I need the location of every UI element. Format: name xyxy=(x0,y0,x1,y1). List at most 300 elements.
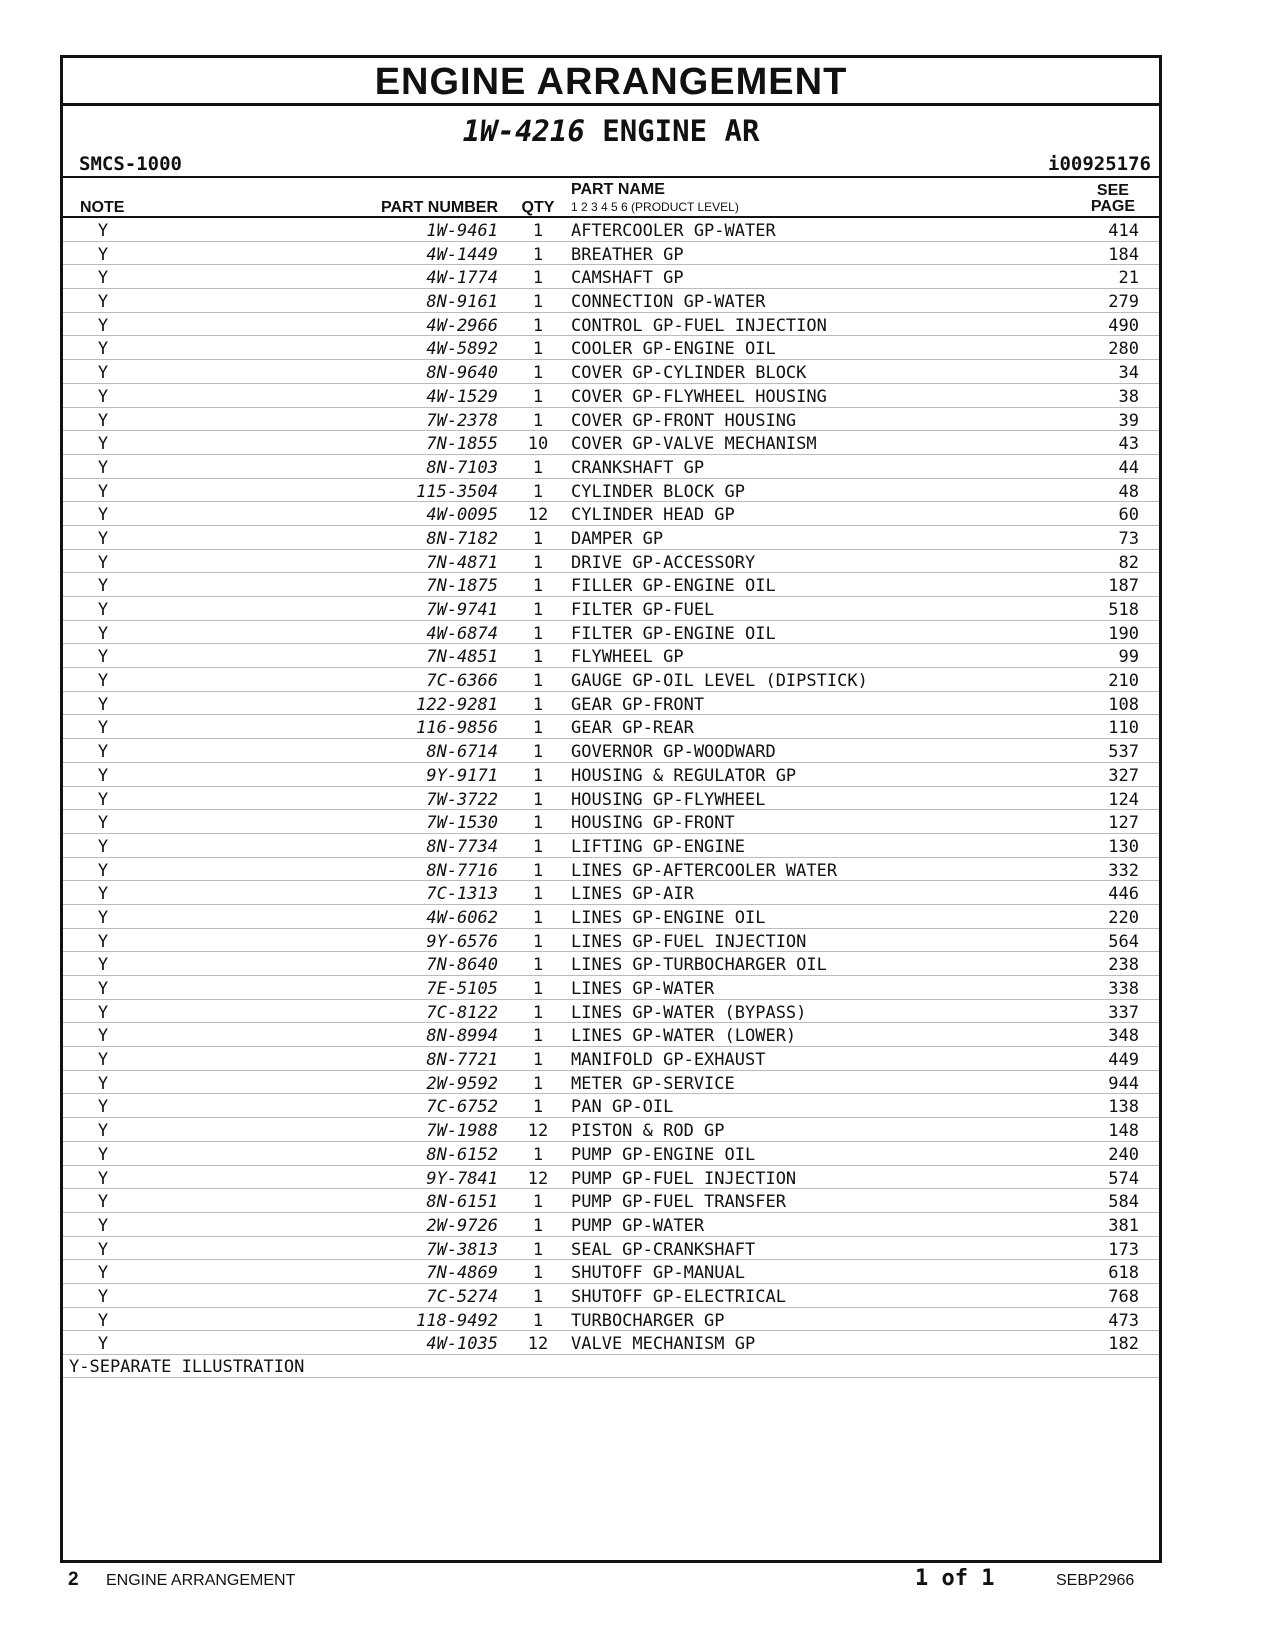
table-row xyxy=(63,739,1159,763)
row-part-name: VALVE MECHANISM GP xyxy=(571,1334,756,1355)
row-see-page[interactable]: 73 xyxy=(1118,528,1139,549)
row-qty: 1 xyxy=(532,931,544,952)
table-row xyxy=(63,952,1159,976)
header-product-levels: 1 2 3 4 5 6 (PRODUCT LEVEL) xyxy=(571,200,739,214)
table-row xyxy=(63,1094,1159,1118)
table-row xyxy=(63,1331,1159,1355)
row-qty: 1 xyxy=(532,363,544,384)
table-row xyxy=(63,384,1159,408)
row-see-page[interactable]: 82 xyxy=(1118,552,1139,573)
row-note: Y xyxy=(97,600,109,620)
row-see-page[interactable]: 138 xyxy=(1108,1097,1139,1118)
row-see-page[interactable]: 108 xyxy=(1108,694,1139,715)
row-qty: 1 xyxy=(532,528,544,549)
row-part-name: DAMPER GP xyxy=(571,528,664,549)
row-qty: 12 xyxy=(527,1121,549,1142)
row-part-name: COVER GP-CYLINDER BLOCK xyxy=(571,363,807,384)
table-row xyxy=(63,242,1159,266)
row-note: Y xyxy=(97,1026,109,1047)
row-see-page[interactable]: 130 xyxy=(1108,836,1139,857)
row-part-number: 7N-8640 xyxy=(426,955,498,976)
row-qty: 1 xyxy=(532,1002,544,1023)
row-part-name: HOUSING GP-FLYWHEEL xyxy=(571,789,766,810)
row-see-page[interactable]: 38 xyxy=(1118,386,1139,407)
row-part-number: 9Y-9171 xyxy=(426,765,498,786)
row-see-page[interactable]: 240 xyxy=(1108,1144,1139,1165)
row-note: Y xyxy=(97,623,109,644)
row-note: Y xyxy=(97,268,109,289)
row-part-name: PUMP GP-FUEL INJECTION xyxy=(571,1168,797,1189)
row-part-number: 7W-3722 xyxy=(426,789,498,810)
row-qty: 1 xyxy=(532,1050,544,1071)
row-see-page[interactable]: 220 xyxy=(1108,907,1139,928)
row-note: Y xyxy=(97,813,109,834)
row-part-number: 8N-7103 xyxy=(426,457,498,478)
row-qty: 1 xyxy=(532,244,544,265)
row-see-page[interactable]: 60 xyxy=(1118,505,1139,526)
meta-bar xyxy=(63,146,1159,178)
row-see-page[interactable]: 327 xyxy=(1108,765,1139,786)
row-qty: 1 xyxy=(532,457,544,478)
row-note: Y xyxy=(97,765,109,786)
page-title: ENGINE ARRANGEMENT xyxy=(63,58,1159,106)
row-see-page[interactable]: 182 xyxy=(1108,1334,1139,1355)
row-part-name: SHUTOFF GP-ELECTRICAL xyxy=(571,1286,786,1307)
table-row xyxy=(63,1023,1159,1047)
row-qty: 1 xyxy=(532,623,544,644)
row-qty: 1 xyxy=(532,1239,544,1260)
row-note: Y xyxy=(97,457,109,478)
table-row xyxy=(63,573,1159,597)
row-qty: 1 xyxy=(532,268,544,289)
row-part-number: 8N-9640 xyxy=(426,363,498,384)
row-qty: 12 xyxy=(527,1334,549,1355)
row-note: Y xyxy=(97,671,109,692)
table-row xyxy=(63,1047,1159,1071)
row-part-name: TURBOCHARGER GP xyxy=(571,1310,725,1331)
row-part-number: 7C-5274 xyxy=(426,1286,498,1307)
row-part-name: LINES GP-WATER (BYPASS) xyxy=(571,1002,807,1023)
row-part-number: 9Y-7841 xyxy=(426,1168,498,1189)
table-row xyxy=(63,1308,1159,1332)
table-row xyxy=(63,668,1159,692)
header-see-page xyxy=(1091,183,1135,215)
row-see-page[interactable]: 110 xyxy=(1108,718,1139,739)
row-see-page[interactable]: 473 xyxy=(1108,1310,1139,1331)
row-note: Y xyxy=(97,505,109,526)
row-qty: 1 xyxy=(532,292,544,313)
row-part-number: 8N-7716 xyxy=(426,860,498,881)
row-part-name: BREATHER GP xyxy=(571,244,684,265)
row-see-page[interactable]: 279 xyxy=(1108,292,1139,313)
row-part-name: FLYWHEEL GP xyxy=(571,647,684,668)
row-see-page[interactable]: 564 xyxy=(1108,931,1139,952)
row-see-page[interactable]: 414 xyxy=(1108,221,1139,241)
row-qty: 1 xyxy=(532,1215,544,1236)
row-see-page[interactable]: 518 xyxy=(1108,600,1139,620)
header-note: NOTE xyxy=(80,199,125,216)
row-part-name: PUMP GP-ENGINE OIL xyxy=(571,1144,756,1165)
row-qty: 1 xyxy=(532,481,544,502)
row-part-number: 8N-7182 xyxy=(426,528,498,549)
page-frame xyxy=(60,55,1162,1563)
row-see-page[interactable]: 332 xyxy=(1108,860,1139,881)
row-part-number: 2W-9592 xyxy=(426,1073,498,1094)
header-page: PAGE xyxy=(1090,198,1135,215)
row-qty: 1 xyxy=(532,1026,544,1047)
row-see-page[interactable]: 210 xyxy=(1108,671,1139,692)
row-part-name: HOUSING & REGULATOR GP xyxy=(571,765,797,786)
row-see-page[interactable]: 574 xyxy=(1108,1168,1139,1189)
row-part-name: METER GP-SERVICE xyxy=(571,1073,735,1094)
row-part-name: PUMP GP-FUEL TRANSFER xyxy=(571,1192,786,1213)
row-see-page[interactable]: 43 xyxy=(1118,434,1139,455)
row-note: Y xyxy=(97,860,109,881)
row-part-number: 4W-2966 xyxy=(426,315,498,336)
row-part-name: FILTER GP-FUEL xyxy=(571,600,715,620)
row-qty: 12 xyxy=(527,505,549,526)
row-see-page[interactable]: 127 xyxy=(1108,813,1139,834)
row-part-name: LINES GP-WATER xyxy=(571,979,715,999)
row-qty: 1 xyxy=(532,339,544,360)
row-note: Y xyxy=(97,315,109,336)
row-part-name: AFTERCOOLER GP-WATER xyxy=(571,221,776,241)
row-qty: 1 xyxy=(532,1263,544,1284)
row-part-name: COVER GP-FLYWHEEL HOUSING xyxy=(571,386,827,407)
row-part-name: COOLER GP-ENGINE OIL xyxy=(571,339,776,360)
row-part-name: DRIVE GP-ACCESSORY xyxy=(571,552,756,573)
row-qty: 1 xyxy=(532,789,544,810)
table-row xyxy=(63,1000,1159,1024)
row-see-page[interactable]: 34 xyxy=(1118,363,1139,384)
row-see-page[interactable]: 449 xyxy=(1108,1050,1139,1071)
row-part-number: 4W-5892 xyxy=(426,339,498,360)
table-row xyxy=(63,929,1159,953)
doc-id: i00925176 xyxy=(1048,153,1151,175)
row-note: Y xyxy=(97,694,109,715)
row-part-name: CONTROL GP-FUEL INJECTION xyxy=(571,315,827,336)
row-part-number: 7W-3813 xyxy=(426,1239,498,1260)
row-see-page[interactable]: 148 xyxy=(1108,1121,1139,1142)
row-part-name: CONNECTION GP-WATER xyxy=(571,292,766,313)
row-part-number: 7W-1988 xyxy=(426,1121,498,1142)
row-see-page[interactable]: 21 xyxy=(1118,268,1139,289)
row-note: Y xyxy=(97,1263,109,1284)
row-qty: 1 xyxy=(532,718,544,739)
row-part-number: 4W-0095 xyxy=(426,505,498,526)
row-part-number: 2W-9726 xyxy=(426,1215,498,1236)
row-see-page[interactable]: 173 xyxy=(1108,1239,1139,1260)
table-row xyxy=(63,265,1159,289)
row-part-name: MANIFOLD GP-EXHAUST xyxy=(571,1050,766,1071)
row-note: Y xyxy=(97,363,109,384)
row-part-name: PISTON & ROD GP xyxy=(571,1121,725,1142)
row-qty: 1 xyxy=(532,1286,544,1307)
row-part-number: 4W-6874 xyxy=(426,623,498,644)
row-see-page[interactable]: 381 xyxy=(1108,1215,1139,1236)
row-see-page[interactable]: 537 xyxy=(1108,742,1139,763)
row-note: Y xyxy=(97,836,109,857)
row-part-number: 8N-7734 xyxy=(426,836,498,857)
row-part-number: 4W-1774 xyxy=(426,268,498,289)
row-note: Y xyxy=(97,1215,109,1236)
row-part-number: 7N-4871 xyxy=(426,552,498,573)
row-note: Y xyxy=(97,907,109,928)
row-part-number: 8N-9161 xyxy=(426,292,498,313)
table-row xyxy=(63,1237,1159,1261)
row-part-name: CYLINDER HEAD GP xyxy=(571,505,735,526)
table-row xyxy=(63,479,1159,503)
table-row xyxy=(63,763,1159,787)
row-qty: 12 xyxy=(527,1168,549,1189)
parts-table-body xyxy=(63,218,1159,1355)
row-part-number: 7C-6366 xyxy=(426,671,498,692)
row-part-name: FILLER GP-ENGINE OIL xyxy=(571,576,776,597)
table-row xyxy=(63,787,1159,811)
footer-section: ENGINE ARRANGEMENT xyxy=(106,1572,296,1589)
header-part-number: PART NUMBER xyxy=(380,199,498,216)
row-note: Y xyxy=(97,434,109,455)
row-see-page[interactable]: 44 xyxy=(1118,457,1139,478)
table-row xyxy=(63,502,1159,526)
row-part-number: 4W-1529 xyxy=(426,386,498,407)
subtitle-part-number: 1W-4216 xyxy=(462,114,585,148)
row-see-page[interactable]: 338 xyxy=(1108,979,1139,999)
table-row xyxy=(63,1166,1159,1190)
table-row xyxy=(63,644,1159,668)
row-part-number: 4W-6062 xyxy=(426,907,498,928)
row-see-page[interactable]: 184 xyxy=(1108,244,1139,265)
row-note: Y xyxy=(97,1073,109,1094)
row-part-name: LINES GP-TURBOCHARGER OIL xyxy=(571,955,827,976)
row-part-name: COVER GP-FRONT HOUSING xyxy=(571,410,797,431)
row-qty: 1 xyxy=(532,386,544,407)
row-part-name: FILTER GP-ENGINE OIL xyxy=(571,623,776,644)
row-see-page[interactable]: 768 xyxy=(1108,1286,1139,1307)
row-qty: 1 xyxy=(532,813,544,834)
table-row xyxy=(63,715,1159,739)
row-note: Y xyxy=(97,386,109,407)
header-part-name: PART NAME xyxy=(571,181,665,198)
row-part-name: CAMSHAFT GP xyxy=(571,268,684,289)
table-row xyxy=(63,313,1159,337)
row-qty: 1 xyxy=(532,979,544,999)
row-part-number: 7C-6752 xyxy=(426,1097,498,1118)
row-note: Y xyxy=(97,1168,109,1189)
row-part-number: 118-9492 xyxy=(416,1310,498,1331)
row-see-page[interactable]: 39 xyxy=(1118,410,1139,431)
row-part-number: 1W-9461 xyxy=(426,221,498,241)
row-note: Y xyxy=(97,1144,109,1165)
row-part-number: 116-9856 xyxy=(416,718,498,739)
row-note: Y xyxy=(97,884,109,905)
row-see-page[interactable]: 348 xyxy=(1108,1026,1139,1047)
row-note: Y xyxy=(97,221,109,241)
row-qty: 1 xyxy=(532,1192,544,1213)
table-row xyxy=(63,858,1159,882)
row-qty: 1 xyxy=(532,647,544,668)
row-see-page[interactable]: 944 xyxy=(1108,1073,1139,1094)
row-part-number: 7E-5105 xyxy=(426,979,498,999)
row-part-name: PAN GP-OIL xyxy=(571,1097,674,1118)
row-part-name: PUMP GP-WATER xyxy=(571,1215,705,1236)
row-see-page[interactable]: 124 xyxy=(1108,789,1139,810)
row-see-page[interactable]: 238 xyxy=(1108,955,1139,976)
row-note: Y xyxy=(97,528,109,549)
row-see-page[interactable]: 99 xyxy=(1118,647,1139,668)
row-note: Y xyxy=(97,1286,109,1307)
subtitle-name: ENGINE AR xyxy=(602,114,760,148)
table-row xyxy=(63,1071,1159,1095)
row-part-name: GAUGE GP-OIL LEVEL (DIPSTICK) xyxy=(571,671,868,692)
row-note: Y xyxy=(97,1192,109,1213)
row-part-number: 7C-8122 xyxy=(426,1002,498,1023)
table-row xyxy=(63,881,1159,905)
row-qty: 1 xyxy=(532,552,544,573)
row-note: Y xyxy=(97,1239,109,1260)
table-row xyxy=(63,408,1159,432)
table-row xyxy=(63,1118,1159,1142)
row-note: Y xyxy=(97,1310,109,1331)
table-row xyxy=(63,1189,1159,1213)
row-qty: 1 xyxy=(532,671,544,692)
row-part-number: 7N-1875 xyxy=(426,576,498,597)
table-row xyxy=(63,1284,1159,1308)
row-note: Y xyxy=(97,955,109,976)
row-qty: 1 xyxy=(532,836,544,857)
row-part-number: 8N-6152 xyxy=(426,1144,498,1165)
table-row xyxy=(63,597,1159,621)
subtitle xyxy=(63,116,1159,146)
row-part-name: LIFTING GP-ENGINE xyxy=(571,836,745,857)
row-see-page[interactable]: 490 xyxy=(1108,315,1139,336)
row-qty: 1 xyxy=(532,955,544,976)
table-row xyxy=(63,1260,1159,1284)
row-qty: 1 xyxy=(532,1073,544,1094)
row-qty: 1 xyxy=(532,907,544,928)
row-part-name: LINES GP-ENGINE OIL xyxy=(571,907,766,928)
row-qty: 1 xyxy=(532,410,544,431)
row-part-number: 7W-1530 xyxy=(426,813,498,834)
row-note: Y xyxy=(97,979,109,999)
row-qty: 1 xyxy=(532,576,544,597)
row-note: Y xyxy=(97,1097,109,1118)
row-part-number: 122-9281 xyxy=(416,694,498,715)
table-row xyxy=(63,336,1159,360)
row-part-number: 8N-6714 xyxy=(426,742,498,763)
row-qty: 1 xyxy=(532,315,544,336)
row-see-page[interactable]: 280 xyxy=(1108,339,1139,360)
row-see-page[interactable]: 618 xyxy=(1108,1263,1139,1284)
row-qty: 1 xyxy=(532,1097,544,1118)
table-row xyxy=(63,218,1159,242)
row-qty: 10 xyxy=(527,434,549,455)
row-part-number: 7W-2378 xyxy=(426,410,498,431)
footnote: Y-SEPARATE ILLUSTRATION xyxy=(63,1355,1159,1378)
row-note: Y xyxy=(97,1050,109,1071)
footer-doc-code: SEBP2966 xyxy=(1056,1572,1135,1589)
row-part-name: CYLINDER BLOCK GP xyxy=(571,481,745,502)
row-part-number: 4W-1035 xyxy=(426,1334,498,1355)
table-row xyxy=(63,360,1159,384)
row-part-name: LINES GP-WATER (LOWER) xyxy=(571,1026,797,1047)
row-see-page[interactable]: 187 xyxy=(1108,576,1139,597)
table-row xyxy=(63,621,1159,645)
row-part-name: SHUTOFF GP-MANUAL xyxy=(571,1263,745,1284)
row-note: Y xyxy=(97,742,109,763)
row-part-number: 8N-6151 xyxy=(426,1192,498,1213)
row-part-name: GOVERNOR GP-WOODWARD xyxy=(571,742,776,763)
header-qty: QTY xyxy=(521,199,555,216)
row-part-name: GEAR GP-REAR xyxy=(571,718,694,739)
row-note: Y xyxy=(97,552,109,573)
row-note: Y xyxy=(97,244,109,265)
table-row xyxy=(63,1142,1159,1166)
row-part-number: 7N-1855 xyxy=(426,434,498,455)
row-part-name: SEAL GP-CRANKSHAFT xyxy=(571,1239,756,1260)
row-qty: 1 xyxy=(532,742,544,763)
row-part-number: 8N-7721 xyxy=(426,1050,498,1071)
row-part-name: LINES GP-AIR xyxy=(571,884,694,905)
row-see-page[interactable]: 337 xyxy=(1108,1002,1139,1023)
row-note: Y xyxy=(97,931,109,952)
table-row xyxy=(63,289,1159,313)
smcs-code: SMCS-1000 xyxy=(79,153,182,175)
table-row xyxy=(63,692,1159,716)
row-qty: 1 xyxy=(532,884,544,905)
page-footer xyxy=(0,1566,1275,1596)
row-part-name: HOUSING GP-FRONT xyxy=(571,813,735,834)
row-part-name: GEAR GP-FRONT xyxy=(571,694,705,715)
row-qty: 1 xyxy=(532,600,544,620)
row-part-number: 115-3504 xyxy=(416,481,498,502)
row-qty: 1 xyxy=(532,1144,544,1165)
row-see-page[interactable]: 584 xyxy=(1108,1192,1139,1213)
row-note: Y xyxy=(97,292,109,313)
row-note: Y xyxy=(97,647,109,668)
row-qty: 1 xyxy=(532,694,544,715)
table-row xyxy=(63,834,1159,858)
table-row xyxy=(63,810,1159,834)
row-part-number: 7N-4851 xyxy=(426,647,498,668)
table-row xyxy=(63,526,1159,550)
row-qty: 1 xyxy=(532,860,544,881)
footer-page-of: 1 of 1 xyxy=(915,1566,995,1591)
row-qty: 1 xyxy=(532,1310,544,1331)
row-note: Y xyxy=(97,339,109,360)
table-row xyxy=(63,550,1159,574)
row-part-name: CRANKSHAFT GP xyxy=(571,457,705,478)
row-note: Y xyxy=(97,481,109,502)
row-part-name: COVER GP-VALVE MECHANISM xyxy=(571,434,817,455)
table-row xyxy=(63,905,1159,929)
row-note: Y xyxy=(97,789,109,810)
row-see-page[interactable]: 190 xyxy=(1108,623,1139,644)
row-part-number: 9Y-6576 xyxy=(426,931,498,952)
row-qty: 1 xyxy=(532,765,544,786)
row-part-number: 7W-9741 xyxy=(426,600,498,620)
row-note: Y xyxy=(97,1334,109,1355)
row-see-page[interactable]: 48 xyxy=(1118,481,1139,502)
row-qty: 1 xyxy=(532,221,544,241)
table-header xyxy=(63,178,1159,218)
row-see-page[interactable]: 446 xyxy=(1108,884,1139,905)
row-part-number: 8N-8994 xyxy=(426,1026,498,1047)
row-note: Y xyxy=(97,1002,109,1023)
row-note: Y xyxy=(97,576,109,597)
header-see: SEE xyxy=(1096,182,1129,199)
footer-page-number: 2 xyxy=(68,1569,79,1590)
